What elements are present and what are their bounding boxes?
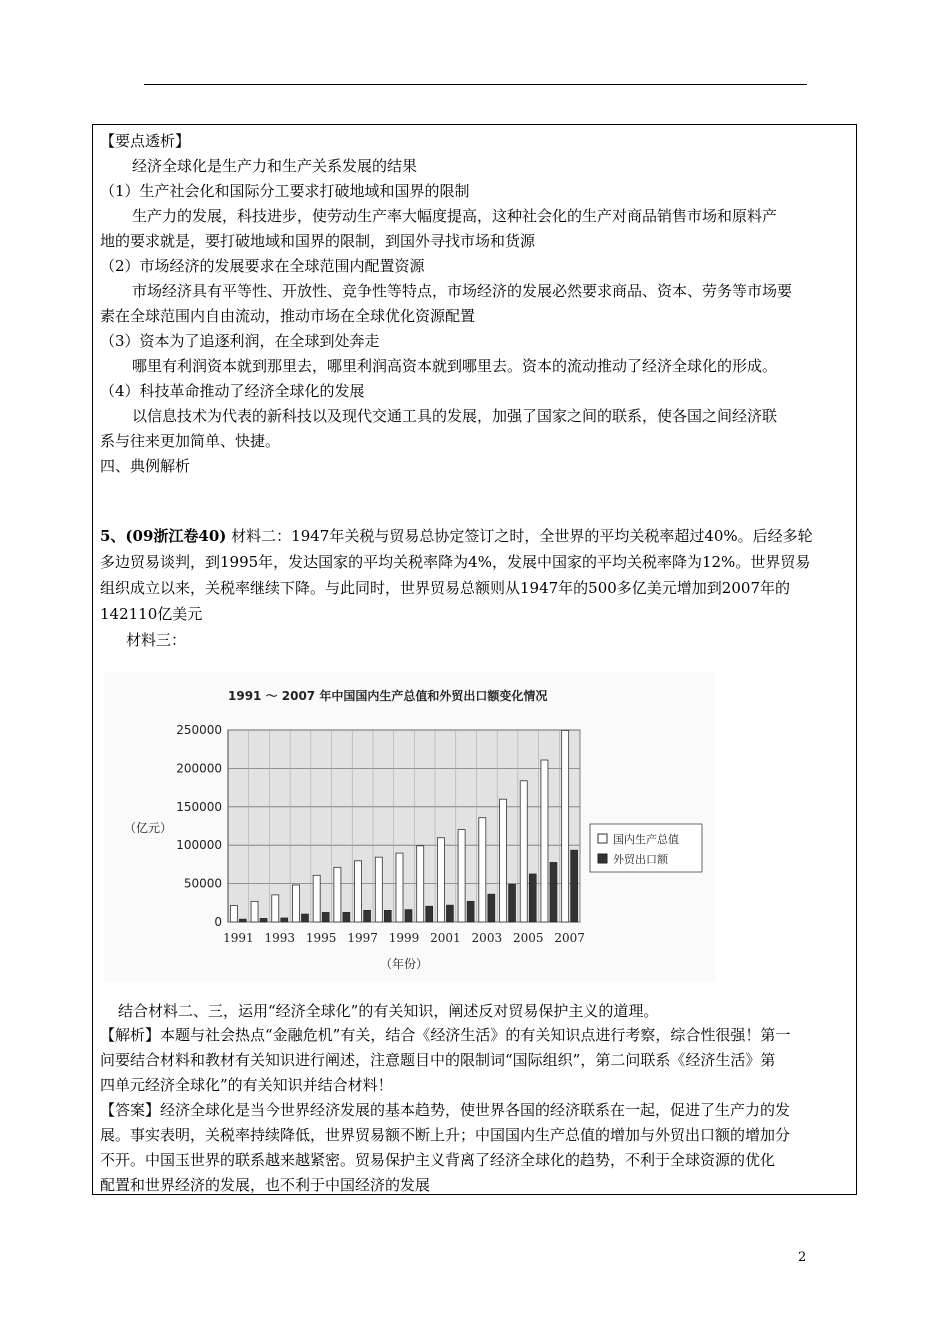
y-tick-label: 150000 — [176, 799, 222, 814]
text-line: 哪里有利润资本就到那里去，哪里利润高资本就到哪里去。资本的流动推动了经济全球化的形成。 — [132, 357, 778, 375]
y-tick-label: 100000 — [176, 838, 222, 853]
bar-export — [550, 862, 557, 922]
bar-gdp — [375, 857, 382, 922]
y-tick-label: 250000 — [176, 723, 222, 737]
answer-line: 【答案】经济全球化是当今世界经济发展的基本趋势，使世界各国的经济联系在一起，促进了生产力的发 — [100, 1101, 791, 1119]
bar-export — [343, 912, 350, 922]
y-tick-label: 0 — [214, 915, 222, 929]
question-line: 142110亿美元 — [100, 605, 203, 623]
answer-line: 配置和世界经济的发展，也不利于中国经济的发展 — [100, 1176, 431, 1194]
text-line: 四、典例解析 — [100, 457, 191, 475]
x-tick-label: 2005 — [512, 931, 544, 945]
analysis-line: 四单元经济全球化”的有关知识并结合材料！ — [100, 1076, 393, 1094]
bar-export — [364, 910, 371, 922]
x-tick-label: 2001 — [430, 931, 461, 945]
text-line: （3）资本为了追逐利润，在全球到处奔走 — [100, 332, 380, 350]
y-tick-label: 200000 — [176, 761, 222, 776]
question-prompt: 结合材料二、三，运用“经济全球化”的有关知识，阐述反对贸易保护主义的道理。 — [118, 1002, 659, 1020]
answer-line: 展。事实表明，关税率持续降低，世界贸易额不断上升；中国国内生产总值的增加与外贸出口额的增加分 — [100, 1126, 791, 1144]
bar-export — [239, 919, 246, 922]
bar-export — [571, 850, 578, 922]
text-line: （2）市场经济的发展要求在全球范围内配置资源 — [100, 257, 425, 275]
analysis-line: 问要结合材料和教材有关知识进行阐述，注意题目中的限制词“国际组织”，第二问联系《经济生活》第 — [100, 1051, 776, 1069]
bar-export — [405, 910, 412, 922]
x-tick-label: 1993 — [264, 931, 296, 945]
text-line: 地的要求就是，要打破地域和国界的限制，到国外寻找市场和货源 — [100, 232, 536, 250]
bar-gdp — [292, 885, 299, 922]
bar-export — [426, 906, 433, 922]
bar-export — [301, 914, 308, 922]
legend-swatch-export — [598, 854, 607, 863]
bar-gdp — [313, 875, 320, 922]
bar-export — [446, 905, 453, 922]
x-tick-label: 1999 — [388, 931, 420, 945]
text-line: 经济全球化是生产力和生产关系发展的结果 — [132, 157, 418, 175]
section-heading: 【要点透析】 — [100, 132, 191, 150]
bar-gdp — [251, 901, 258, 922]
x-tick-label: 2007 — [554, 931, 585, 945]
bar-export — [260, 918, 267, 922]
bar-export — [529, 874, 536, 922]
x-tick-label: 2003 — [471, 931, 503, 945]
bar-gdp — [355, 861, 362, 922]
bar-gdp — [396, 853, 403, 922]
bar-gdp — [500, 799, 507, 922]
header-rule — [144, 84, 807, 85]
analysis-line: 【解析】本题与社会热点“金融危机”有关，结合《经济生活》的有关知识点进行考察，综合性很强！第一 — [100, 1026, 791, 1044]
bar-gdp — [230, 905, 237, 922]
bar-export — [322, 912, 329, 922]
bar-gdp — [520, 781, 527, 922]
bar-gdp — [417, 846, 424, 922]
x-tick-label: 1997 — [347, 931, 378, 945]
question-line: 多边贸易谈判，到1995年，发达国家的平均关税率降为4%，发展中国家的平均关税率降为12%。世界贸易 — [100, 553, 811, 571]
bar-gdp — [541, 760, 548, 922]
text-line: （1）生产社会化和国际分工要求打破地域和国界的限制 — [100, 182, 470, 200]
text-line: 生产力的发展，科技进步，使劳动生产率大幅度提高，这种社会化的生产对商品销售市场和原料产 — [132, 207, 778, 225]
page-number: 2 — [798, 1250, 807, 1265]
x-tick-label: 1995 — [305, 931, 337, 945]
question-line — [100, 523, 850, 549]
x-axis-label: （年份） — [379, 957, 429, 971]
chart-figure — [104, 672, 716, 982]
text-line: 系与往来更加简单、快捷。 — [100, 432, 281, 450]
bar-export — [467, 901, 474, 922]
legend-label-export: 外贸出口额 — [613, 853, 668, 866]
question-line: 组织成立以来，关税率继续下降。与此同时，世界贸易总额则从1947年的500多亿美元增加到2007年的 — [100, 579, 790, 597]
bar-gdp — [334, 867, 341, 922]
bar-gdp — [272, 895, 279, 922]
text-line: 素在全球范围内自由流动，推动市场在全球优化资源配置 — [100, 307, 476, 325]
bar-export — [281, 918, 288, 922]
bar-gdp — [479, 818, 486, 922]
legend-swatch-gdp — [598, 834, 607, 843]
question-label: 5、(09浙江卷40) — [100, 527, 227, 545]
text-line: （4）科技革命推动了经济全球化的发展 — [100, 382, 365, 400]
chart-title: 1991 ～ 2007 年中国国内生产总值和外贸出口额变化情况 — [228, 689, 548, 703]
bar-export — [509, 884, 516, 922]
answer-line: 不开。中国玉世界的联系越来越紧密。贸易保护主义背离了经济全球化的趋势，不利于全球资源的优化 — [100, 1151, 776, 1169]
bar-gdp — [458, 830, 465, 922]
gdp-export-chart — [104, 672, 716, 982]
bar-export — [384, 910, 391, 922]
x-tick-label: 1991 — [223, 931, 254, 945]
bar-gdp — [562, 730, 569, 922]
bar-gdp — [437, 838, 444, 922]
y-tick-label: 50000 — [183, 876, 222, 891]
text-line: 市场经济具有平等性、开放性、竞争性等特点，市场经济的发展必然要求商品、资本、劳务等市场要 — [132, 282, 793, 300]
legend-label-gdp: 国内生产总值 — [613, 833, 679, 846]
bar-export — [488, 894, 495, 922]
question-text: 材料二：1947年关税与贸易总协定签订之时，全世界的平均关税率超过40%。后经多轮 — [226, 527, 813, 545]
y-axis-label: （亿元） — [124, 821, 173, 835]
material3-label: 材料三： — [126, 631, 187, 649]
text-line: 以信息技术为代表的新科技以及现代交通工具的发展，加强了国家之间的联系，使各国之间经济联 — [132, 407, 778, 425]
